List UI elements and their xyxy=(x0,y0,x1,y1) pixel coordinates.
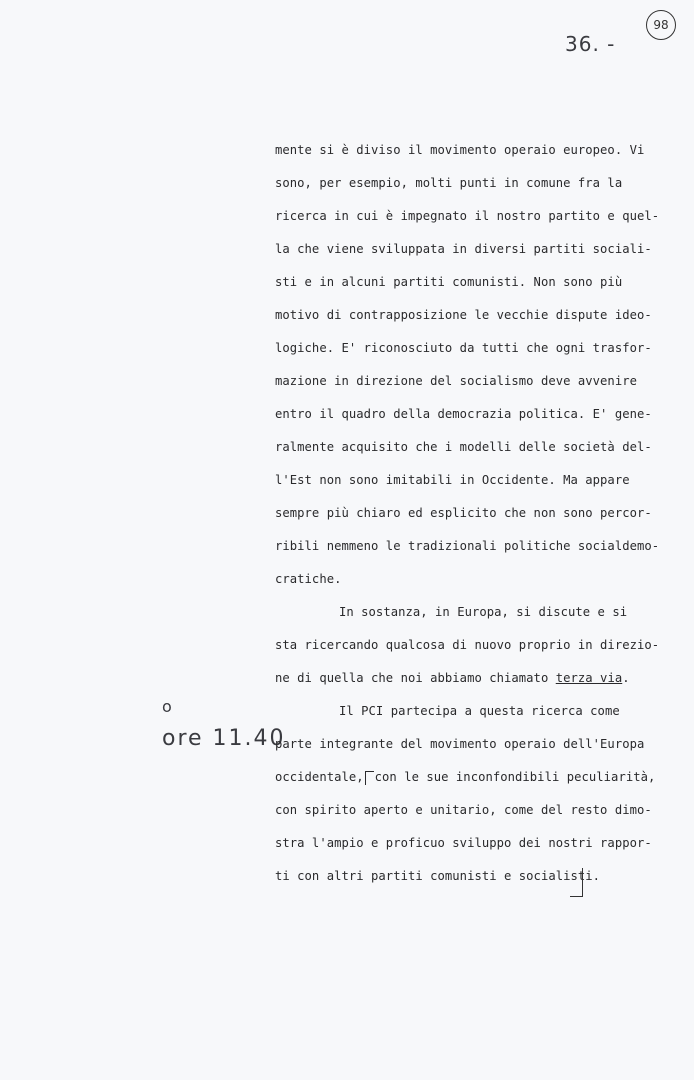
text-line: motivo di contrapposizione le vecchie dispute ideo- xyxy=(275,308,652,322)
text-line: stra l'ampio e proficuo sviluppo dei nostri rappor- xyxy=(275,836,652,850)
page-number: 36. - xyxy=(565,32,616,56)
text-line: con spirito aperto e unitario, come del resto dimo- xyxy=(275,803,652,817)
text-line: la che viene sviluppata in diversi partiti sociali- xyxy=(275,242,652,256)
text-line: ralmente acquisito che i modelli delle società del- xyxy=(275,440,652,454)
text-fragment: occidentale, xyxy=(275,770,364,784)
text-line: ribili nemmeno le tradizionali politiche socialdemo- xyxy=(275,539,660,553)
text-fragment: ne di quella che noi abbiamo chiamato xyxy=(275,671,556,685)
text-line: mazione in direzione del socialismo deve avvenire xyxy=(275,374,637,388)
margin-mark: o xyxy=(162,697,172,716)
text-fragment: . xyxy=(622,671,630,685)
paragraph-start-line: Il PCI partecipa a questa ricerca come xyxy=(339,704,620,718)
text-line-bracketed xyxy=(275,761,656,794)
text-line: ricerca in cui è impegnato il nostro partito e quel- xyxy=(275,209,660,223)
closing-bracket-mark xyxy=(570,868,583,897)
text-line: entro il quadro della democrazia politica. E' gene- xyxy=(275,407,652,421)
open-bracket-mark xyxy=(365,771,374,785)
margin-time-note: ore 11.40 xyxy=(162,726,286,751)
text-line: sono, per esempio, molti punti in comune fra la xyxy=(275,176,623,190)
underlined-term: terza via xyxy=(555,671,623,685)
paragraph-start-line: In sostanza, in Europa, si discute e si xyxy=(339,605,628,619)
text-line: ti con altri partiti comunisti e socialisti. xyxy=(275,869,601,883)
typed-body-text xyxy=(275,134,660,893)
text-line: mente si è diviso il movimento operaio europeo. Vi xyxy=(275,143,645,157)
text-line: sempre più chiaro ed esplicito che non sono percor- xyxy=(275,506,652,520)
stamp-number: 98 xyxy=(646,10,676,40)
text-line: l'Est non sono imitabili in Occidente. Ma appare xyxy=(275,473,630,487)
text-line: sta ricercando qualcosa di nuovo proprio in direzio- xyxy=(275,638,660,652)
text-fragment: con le sue inconfondibili peculiarità, xyxy=(374,770,656,784)
text-line: cratiche. xyxy=(275,572,342,586)
text-line: sti e in alcuni partiti comunisti. Non sono più xyxy=(275,275,623,289)
text-line-terza-via xyxy=(275,662,645,695)
text-line: parte integrante del movimento operaio dell'Europa xyxy=(275,737,645,751)
text-line: logiche. E' riconosciuto da tutti che ogni trasfor- xyxy=(275,341,652,355)
